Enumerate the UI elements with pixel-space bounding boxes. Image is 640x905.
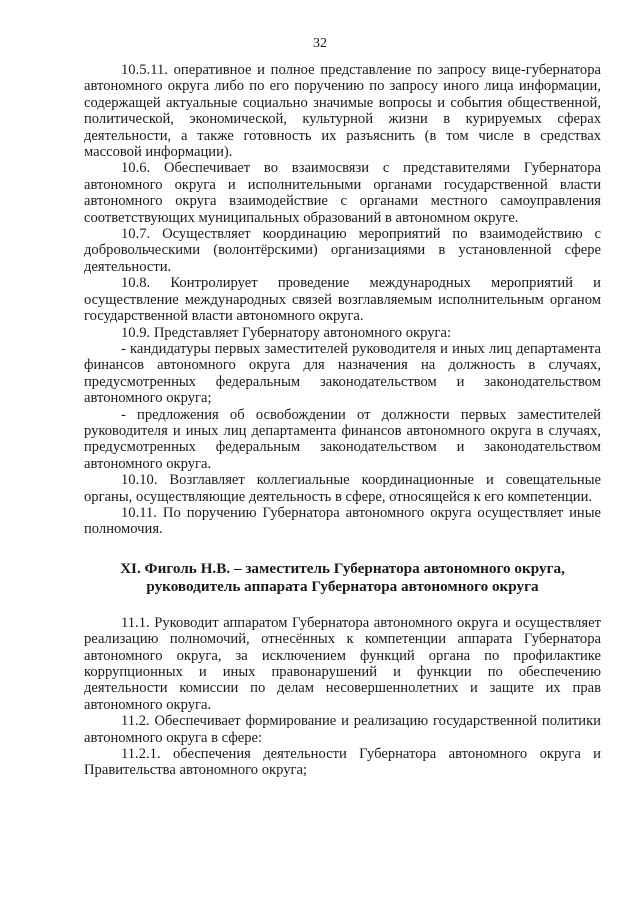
- paragraph-10-9: 10.9. Представляет Губернатору автономного округа:: [121, 324, 452, 341]
- page-number: 32: [313, 36, 327, 51]
- list-item-candidates: - кандидатуры первых заместителей руководителя и иных лиц департамента финансов автономного округа для назначения на должность в случаях, предусмотренных федеральным законодательством и законодательством автономного округа;: [84, 340, 601, 407]
- paragraph-10-7: 10.7. Осуществляет координацию мероприятий по взаимодействию с добровольческими (волонтёрскими) организациями в установленной сфере деятельности.: [84, 226, 601, 275]
- paragraph-10-10: 10.10. Возглавляет коллегиальные координационные и совещательные органы, осуществляющие деятельность в сфере, относящейся к его компетенции.: [84, 472, 601, 505]
- section-heading-line-2: руководитель аппарата Губернатора автономного округа: [146, 577, 539, 595]
- paragraph-10-11: 10.11. По поручению Губернатора автономного округа осуществляет иные полномочия.: [84, 504, 601, 538]
- paragraph-10-6: 10.6. Обеспечивает во взаимосвязи с представителями Губернатора автономного округа и исполнительными органами государственной власти автономного округа взаимодействие с органами местного самоуправления соответствующих муниципальных образований в автономном округе.: [84, 160, 601, 226]
- paragraph-11-1: 11.1. Руководит аппаратом Губернатора автономного округа и осуществляет реализацию полномочий, отнесённых к компетенции аппарата Губернатора автономного округа, за исключением функций органа по профилактике коррупционных и иных правонарушений и функции по обеспечению деятельности комиссии по делам несовершеннолетних и защите их прав автономного округа.: [84, 614, 601, 713]
- section-heading: [84, 560, 601, 596]
- document-body: [84, 62, 601, 779]
- paragraph-10-8: 10.8. Контролирует проведение международных мероприятий и осуществление международных связей возглавляемым исполнительным органом государственной власти автономного округа.: [84, 275, 601, 325]
- list-item-dismissal: - предложения об освобождении от должности первых заместителей руководителя и иных лиц департамента финансов автономного округа в случаях, предусмотренных федеральным законодательством и законодательством автономного округа.: [84, 406, 601, 472]
- section-heading-line-1: XI. Фиголь Н.В. – заместитель Губернатора автономного округа,: [120, 559, 565, 577]
- paragraph-10-5-11: 10.5.11. оперативное и полное представление по запросу вице-губернатора автономного округа либо по его поручению по запросу иного лица информации, содержащей актуальные социально значимые вопросы и события общественной, политической, экономической, культурной жизни в курируемых сферах деятельности, а также готовность их разъяснить (в том числе в средствах массовой информации).: [84, 62, 601, 161]
- paragraph-11-2-1: 11.2.1. обеспечения деятельности Губернатора автономного округа и Правительства автономного округа;: [84, 746, 601, 779]
- paragraph-11-2: 11.2. Обеспечивает формирование и реализацию государственной политики автономного округа в сфере:: [84, 713, 601, 746]
